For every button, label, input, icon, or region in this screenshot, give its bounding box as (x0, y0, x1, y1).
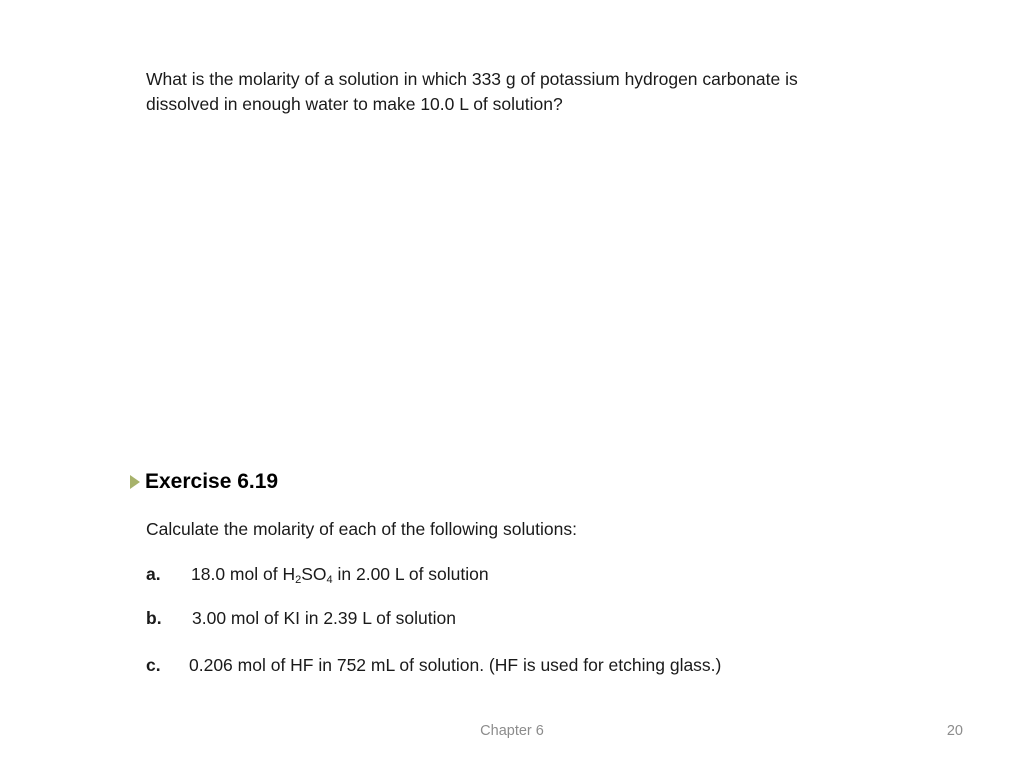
item-text (191, 562, 489, 586)
item-text-part: SO (301, 564, 327, 584)
footer-page-number: 20 (946, 723, 963, 739)
subscript: 2 (295, 574, 302, 586)
item-letter: b. (146, 608, 162, 628)
exercise-item-b (146, 606, 456, 630)
question-text (146, 67, 866, 117)
exercise-heading (130, 468, 278, 496)
question-line-2: dissolved in enough water to make 10.0 L of solution? (146, 94, 563, 114)
subscript: 4 (326, 574, 333, 586)
item-text: 3.00 mol of KI in 2.39 L of solution (192, 608, 456, 628)
item-letter: c. (146, 655, 161, 675)
exercise-item-c (146, 653, 722, 677)
item-letter: a. (146, 564, 161, 584)
item-text-part: 18.0 mol of H (191, 564, 296, 584)
triangle-bullet-icon (130, 475, 140, 489)
question-line-1: What is the molarity of a solution in which 333 g of potassium hydrogen carbonate is (146, 69, 798, 89)
item-text-part: in 2.00 L of solution (332, 564, 489, 584)
exercise-title: Exercise 6.19 (145, 470, 279, 493)
exercise-intro: Calculate the molarity of each of the following solutions: (146, 519, 577, 539)
footer-chapter: Chapter 6 (480, 723, 544, 739)
exercise-item-a (146, 562, 489, 586)
item-text: 0.206 mol of HF in 752 mL of solution. (HF is used for etching glass.) (189, 655, 722, 675)
